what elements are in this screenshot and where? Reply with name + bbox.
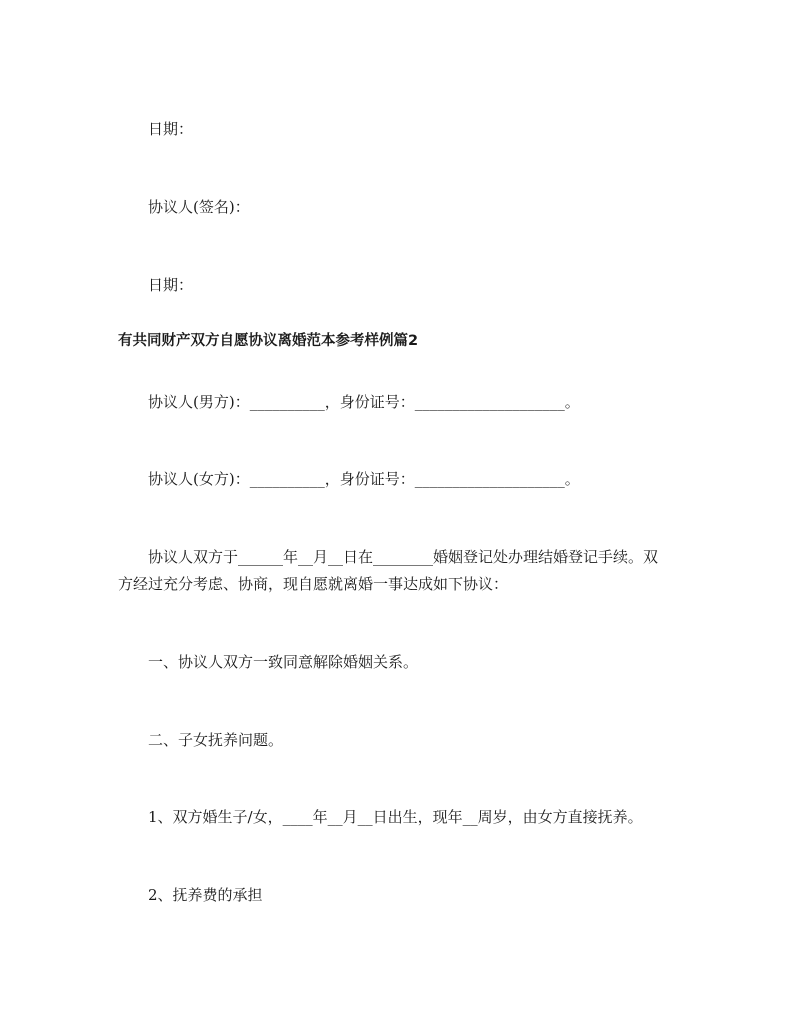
date-label: 日期：	[148, 276, 194, 294]
sub-clause-one: 1、双方婚生子/女，____年__月__日出生，现年__周岁，由女方直接抚养。	[148, 808, 643, 826]
party-female-line: 协议人(女方)：__________，身份证号：____________________。	[148, 470, 580, 488]
clause-one: 一、协议人双方一致同意解除婚姻关系。	[148, 653, 419, 671]
sub-clause-two: 2、抚养费的承担	[148, 886, 263, 904]
signatory-label: 协议人(签名)：	[148, 198, 250, 216]
date-label: 日期：	[148, 120, 194, 138]
section-title: 有共同财产双方自愿协议离婚范本参考样例篇2	[118, 333, 419, 349]
marriage-registration-line-cont: 方经过充分考虑、协商，现自愿就离婚一事达成如下协议：	[118, 575, 509, 593]
marriage-registration-line: 协议人双方于______年__月__日在________婚姻登记处办理结婚登记手续。双	[148, 548, 659, 566]
party-male-line: 协议人(男方)：__________，身份证号：____________________。	[148, 393, 580, 411]
clause-two: 二、子女抚养问题。	[148, 731, 284, 749]
